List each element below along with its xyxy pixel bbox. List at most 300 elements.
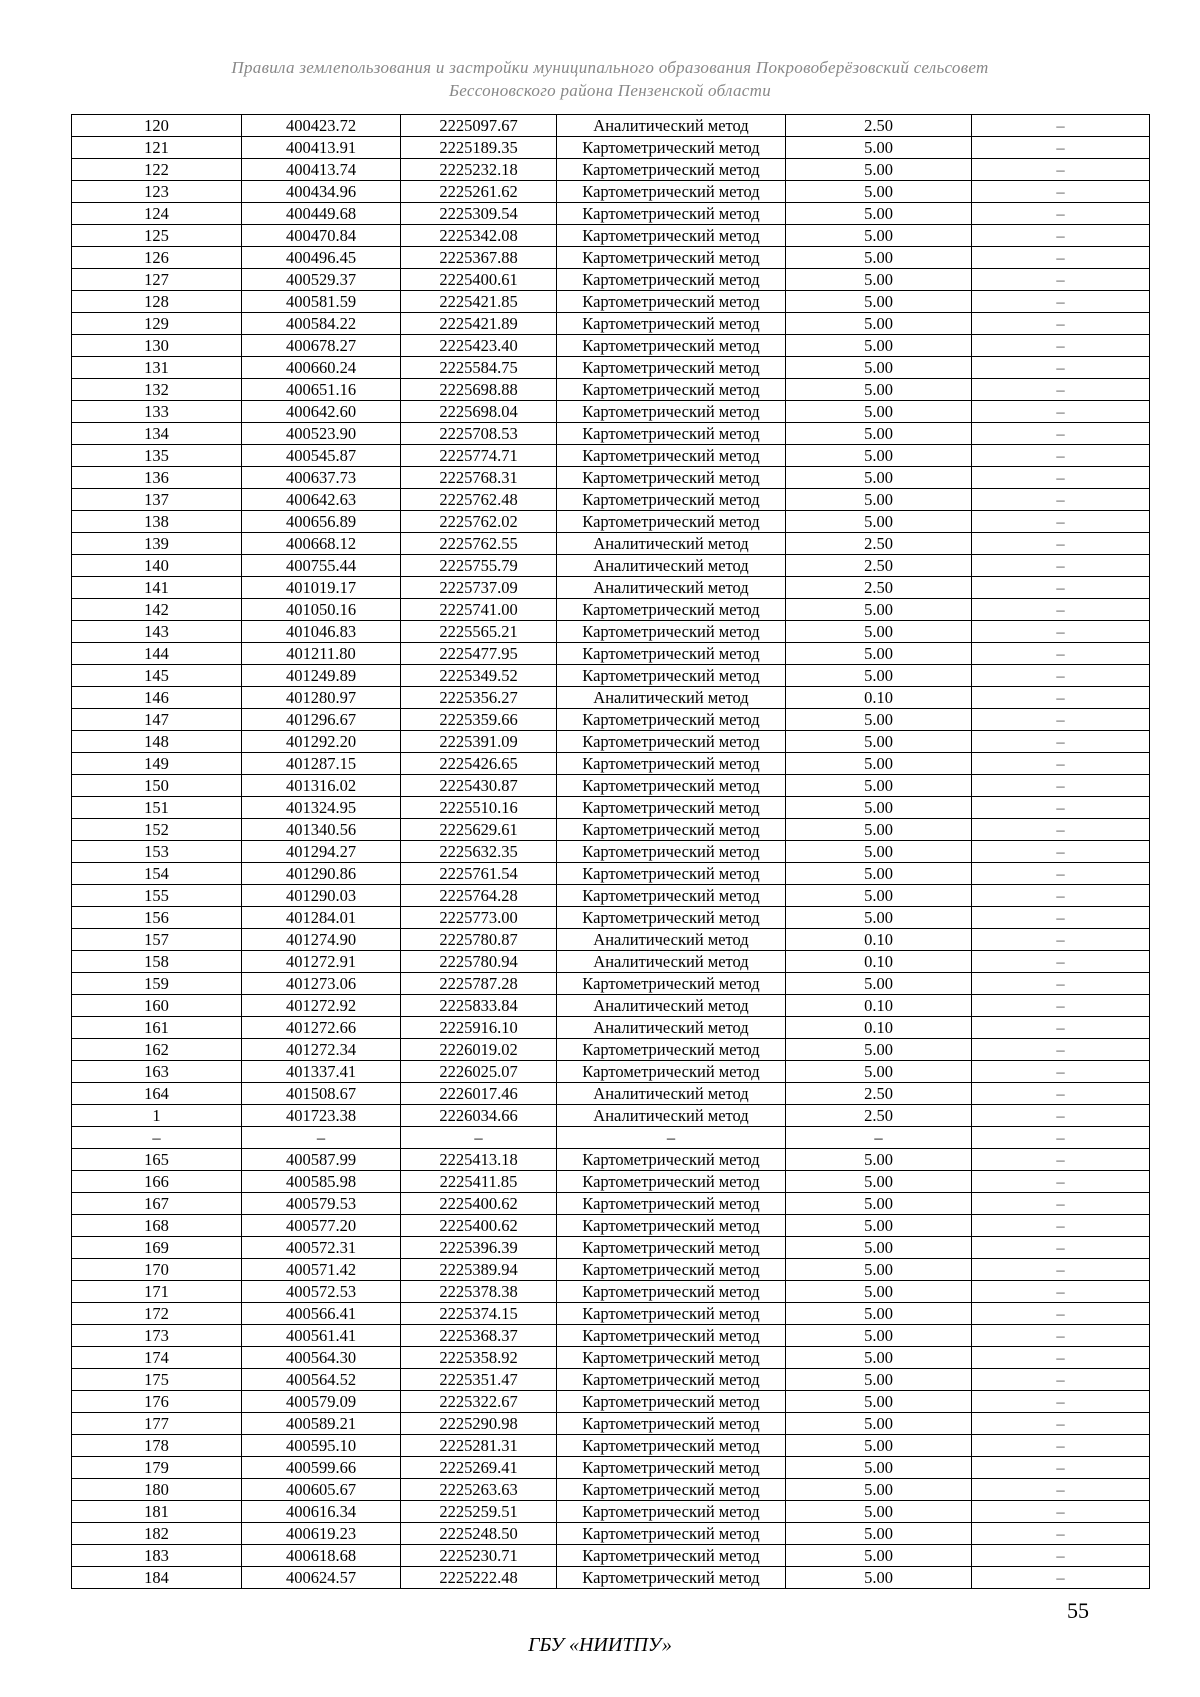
- table-row: [72, 445, 1150, 467]
- method-cell: Картометрический метод: [557, 445, 786, 467]
- accuracy-cell: 0.10: [786, 1017, 972, 1039]
- point-number-cell: 128: [72, 291, 242, 313]
- y-coordinate-cell: 2225222.48: [401, 1567, 557, 1589]
- y-coordinate-cell: 2225367.88: [401, 247, 557, 269]
- accuracy-cell: 5.00: [786, 775, 972, 797]
- accuracy-cell: 5.00: [786, 973, 972, 995]
- table-row: [72, 1061, 1150, 1083]
- point-number-cell: 133: [72, 401, 242, 423]
- method-cell: Картометрический метод: [557, 1039, 786, 1061]
- table-row: [72, 489, 1150, 511]
- note-cell: –: [972, 1017, 1150, 1039]
- table-row: [72, 1259, 1150, 1281]
- accuracy-cell: 5.00: [786, 1413, 972, 1435]
- point-number-cell: 150: [72, 775, 242, 797]
- method-cell: Картометрический метод: [557, 379, 786, 401]
- y-coordinate-cell: 2225477.95: [401, 643, 557, 665]
- y-coordinate-cell: 2225430.87: [401, 775, 557, 797]
- accuracy-cell: 2.50: [786, 577, 972, 599]
- point-number-cell: 178: [72, 1435, 242, 1457]
- method-cell: Картометрический метод: [557, 489, 786, 511]
- accuracy-cell: 5.00: [786, 1479, 972, 1501]
- table-row: [72, 665, 1150, 687]
- header-line-2: Бессоновского района Пензенской области: [448, 81, 772, 100]
- table-row: [72, 1479, 1150, 1501]
- y-coordinate-cell: 2225413.18: [401, 1149, 557, 1171]
- x-coordinate-cell: 400566.41: [242, 1303, 401, 1325]
- x-coordinate-cell: 400571.42: [242, 1259, 401, 1281]
- method-cell: Аналитический метод: [557, 1105, 786, 1127]
- table-row: [72, 1039, 1150, 1061]
- table-row: [72, 1545, 1150, 1567]
- table-row: [72, 599, 1150, 621]
- accuracy-cell: 5.00: [786, 1171, 972, 1193]
- accuracy-cell: 5.00: [786, 1237, 972, 1259]
- x-coordinate-cell: 401272.91: [242, 951, 401, 973]
- accuracy-cell: 5.00: [786, 643, 972, 665]
- x-coordinate-cell: –: [242, 1127, 401, 1149]
- point-number-cell: 160: [72, 995, 242, 1017]
- note-cell: –: [972, 863, 1150, 885]
- table-row: [72, 225, 1150, 247]
- table-row: [72, 753, 1150, 775]
- table-row: [72, 687, 1150, 709]
- x-coordinate-cell: 400572.53: [242, 1281, 401, 1303]
- point-number-cell: 147: [72, 709, 242, 731]
- point-number-cell: 135: [72, 445, 242, 467]
- method-cell: Аналитический метод: [557, 555, 786, 577]
- method-cell: Картометрический метод: [557, 819, 786, 841]
- y-coordinate-cell: 2225391.09: [401, 731, 557, 753]
- method-cell: Картометрический метод: [557, 1303, 786, 1325]
- note-cell: –: [972, 1039, 1150, 1061]
- note-cell: –: [972, 599, 1150, 621]
- x-coordinate-cell: 400678.27: [242, 335, 401, 357]
- x-coordinate-cell: 400434.96: [242, 181, 401, 203]
- y-coordinate-cell: 2225351.47: [401, 1369, 557, 1391]
- method-cell: Картометрический метод: [557, 291, 786, 313]
- method-cell: Аналитический метод: [557, 995, 786, 1017]
- point-number-cell: 179: [72, 1457, 242, 1479]
- x-coordinate-cell: 400589.21: [242, 1413, 401, 1435]
- point-number-cell: 174: [72, 1347, 242, 1369]
- x-coordinate-cell: 400618.68: [242, 1545, 401, 1567]
- y-coordinate-cell: 2225510.16: [401, 797, 557, 819]
- x-coordinate-cell: 400755.44: [242, 555, 401, 577]
- table-row: [72, 863, 1150, 885]
- x-coordinate-cell: 401316.02: [242, 775, 401, 797]
- table-row: [72, 1347, 1150, 1369]
- point-number-cell: 145: [72, 665, 242, 687]
- table-row: [72, 1281, 1150, 1303]
- accuracy-cell: 0.10: [786, 951, 972, 973]
- y-coordinate-cell: 2225281.31: [401, 1435, 557, 1457]
- note-cell: –: [972, 555, 1150, 577]
- point-number-cell: 129: [72, 313, 242, 335]
- note-cell: –: [972, 489, 1150, 511]
- method-cell: Картометрический метод: [557, 1347, 786, 1369]
- method-cell: Картометрический метод: [557, 1281, 786, 1303]
- accuracy-cell: 5.00: [786, 885, 972, 907]
- method-cell: Картометрический метод: [557, 665, 786, 687]
- point-number-cell: 142: [72, 599, 242, 621]
- table-row: [72, 1325, 1150, 1347]
- point-number-cell: 122: [72, 159, 242, 181]
- note-cell: –: [972, 731, 1150, 753]
- accuracy-cell: 5.00: [786, 1567, 972, 1589]
- table-row: [72, 137, 1150, 159]
- method-cell: Картометрический метод: [557, 973, 786, 995]
- method-cell: Картометрический метод: [557, 1369, 786, 1391]
- point-number-cell: –: [72, 1127, 242, 1149]
- method-cell: Картометрический метод: [557, 841, 786, 863]
- y-coordinate-cell: 2225322.67: [401, 1391, 557, 1413]
- accuracy-cell: 2.50: [786, 555, 972, 577]
- x-coordinate-cell: 401723.38: [242, 1105, 401, 1127]
- table-row: [72, 467, 1150, 489]
- method-cell: –: [557, 1127, 786, 1149]
- point-number-cell: 170: [72, 1259, 242, 1281]
- table-row: [72, 1193, 1150, 1215]
- table-row: [72, 511, 1150, 533]
- note-cell: –: [972, 379, 1150, 401]
- point-number-cell: 1: [72, 1105, 242, 1127]
- method-cell: Картометрический метод: [557, 137, 786, 159]
- point-number-cell: 134: [72, 423, 242, 445]
- point-number-cell: 161: [72, 1017, 242, 1039]
- y-coordinate-cell: 2225400.62: [401, 1193, 557, 1215]
- table-row: [72, 357, 1150, 379]
- table-row: [72, 115, 1150, 137]
- y-coordinate-cell: 2225773.00: [401, 907, 557, 929]
- point-number-cell: 155: [72, 885, 242, 907]
- accuracy-cell: 5.00: [786, 731, 972, 753]
- note-cell: –: [972, 1501, 1150, 1523]
- note-cell: –: [972, 335, 1150, 357]
- x-coordinate-cell: 400624.57: [242, 1567, 401, 1589]
- table-row: [72, 1083, 1150, 1105]
- y-coordinate-cell: 2225230.71: [401, 1545, 557, 1567]
- method-cell: Картометрический метод: [557, 1171, 786, 1193]
- accuracy-cell: 0.10: [786, 929, 972, 951]
- header-line-1: Правила землепользования и застройки муниципального образования Покровоберёзовский сельсовет: [231, 58, 989, 77]
- method-cell: Картометрический метод: [557, 643, 786, 665]
- note-cell: –: [972, 753, 1150, 775]
- table-row: [72, 885, 1150, 907]
- point-number-cell: 120: [72, 115, 242, 137]
- running-header: [70, 56, 1150, 102]
- accuracy-cell: 5.00: [786, 335, 972, 357]
- x-coordinate-cell: 400413.74: [242, 159, 401, 181]
- table-row: [72, 1369, 1150, 1391]
- method-cell: Картометрический метод: [557, 1193, 786, 1215]
- accuracy-cell: 5.00: [786, 1193, 972, 1215]
- y-coordinate-cell: 2226019.02: [401, 1039, 557, 1061]
- point-number-cell: 166: [72, 1171, 242, 1193]
- method-cell: Картометрический метод: [557, 753, 786, 775]
- method-cell: Картометрический метод: [557, 247, 786, 269]
- point-number-cell: 148: [72, 731, 242, 753]
- point-number-cell: 162: [72, 1039, 242, 1061]
- point-number-cell: 121: [72, 137, 242, 159]
- table-row: [72, 379, 1150, 401]
- method-cell: Картометрический метод: [557, 599, 786, 621]
- method-cell: Картометрический метод: [557, 709, 786, 731]
- y-coordinate-cell: 2225833.84: [401, 995, 557, 1017]
- y-coordinate-cell: 2225261.62: [401, 181, 557, 203]
- y-coordinate-cell: 2225426.65: [401, 753, 557, 775]
- y-coordinate-cell: 2225780.87: [401, 929, 557, 951]
- x-coordinate-cell: 400668.12: [242, 533, 401, 555]
- note-cell: –: [972, 1127, 1150, 1149]
- method-cell: Картометрический метод: [557, 1325, 786, 1347]
- table-row: [72, 1017, 1150, 1039]
- note-cell: –: [972, 665, 1150, 687]
- point-number-cell: 132: [72, 379, 242, 401]
- note-cell: –: [972, 181, 1150, 203]
- x-coordinate-cell: 401296.67: [242, 709, 401, 731]
- accuracy-cell: 5.00: [786, 753, 972, 775]
- note-cell: –: [972, 797, 1150, 819]
- y-coordinate-cell: 2225349.52: [401, 665, 557, 687]
- x-coordinate-cell: 401272.92: [242, 995, 401, 1017]
- method-cell: Аналитический метод: [557, 533, 786, 555]
- note-cell: –: [972, 225, 1150, 247]
- x-coordinate-cell: 400470.84: [242, 225, 401, 247]
- note-cell: –: [972, 709, 1150, 731]
- accuracy-cell: 5.00: [786, 269, 972, 291]
- note-cell: –: [972, 533, 1150, 555]
- x-coordinate-cell: 400651.16: [242, 379, 401, 401]
- method-cell: Картометрический метод: [557, 1149, 786, 1171]
- accuracy-cell: 5.00: [786, 797, 972, 819]
- accuracy-cell: 5.00: [786, 665, 972, 687]
- table-row: [72, 1567, 1150, 1589]
- x-coordinate-cell: 401324.95: [242, 797, 401, 819]
- y-coordinate-cell: 2225755.79: [401, 555, 557, 577]
- accuracy-cell: 5.00: [786, 1347, 972, 1369]
- accuracy-cell: 5.00: [786, 1149, 972, 1171]
- x-coordinate-cell: 401284.01: [242, 907, 401, 929]
- x-coordinate-cell: 401272.34: [242, 1039, 401, 1061]
- x-coordinate-cell: 401249.89: [242, 665, 401, 687]
- method-cell: Картометрический метод: [557, 1237, 786, 1259]
- y-coordinate-cell: 2225421.89: [401, 313, 557, 335]
- note-cell: –: [972, 1325, 1150, 1347]
- note-cell: –: [972, 885, 1150, 907]
- x-coordinate-cell: 400619.23: [242, 1523, 401, 1545]
- accuracy-cell: 5.00: [786, 841, 972, 863]
- x-coordinate-cell: 401292.20: [242, 731, 401, 753]
- y-coordinate-cell: 2225780.94: [401, 951, 557, 973]
- point-number-cell: 139: [72, 533, 242, 555]
- x-coordinate-cell: 401274.90: [242, 929, 401, 951]
- point-number-cell: 127: [72, 269, 242, 291]
- method-cell: Картометрический метод: [557, 357, 786, 379]
- point-number-cell: 146: [72, 687, 242, 709]
- note-cell: –: [972, 1523, 1150, 1545]
- table-row: [72, 1303, 1150, 1325]
- point-number-cell: 125: [72, 225, 242, 247]
- table-row: [72, 1149, 1150, 1171]
- y-coordinate-cell: 2225629.61: [401, 819, 557, 841]
- point-number-cell: 163: [72, 1061, 242, 1083]
- accuracy-cell: 5.00: [786, 489, 972, 511]
- point-number-cell: 152: [72, 819, 242, 841]
- point-number-cell: 175: [72, 1369, 242, 1391]
- x-coordinate-cell: 401287.15: [242, 753, 401, 775]
- note-cell: –: [972, 1105, 1150, 1127]
- accuracy-cell: 5.00: [786, 1501, 972, 1523]
- method-cell: Картометрический метод: [557, 1061, 786, 1083]
- y-coordinate-cell: 2225762.02: [401, 511, 557, 533]
- note-cell: –: [972, 1369, 1150, 1391]
- note-cell: –: [972, 1391, 1150, 1413]
- point-number-cell: 176: [72, 1391, 242, 1413]
- y-coordinate-cell: 2225269.41: [401, 1457, 557, 1479]
- coordinates-table-wrapper: [71, 114, 1149, 1589]
- table-row: [72, 313, 1150, 335]
- note-cell: –: [972, 929, 1150, 951]
- y-coordinate-cell: 2225400.61: [401, 269, 557, 291]
- point-number-cell: 153: [72, 841, 242, 863]
- y-coordinate-cell: 2225309.54: [401, 203, 557, 225]
- table-row: [72, 951, 1150, 973]
- x-coordinate-cell: 400642.63: [242, 489, 401, 511]
- table-row: [72, 907, 1150, 929]
- method-cell: Картометрический метод: [557, 203, 786, 225]
- note-cell: –: [972, 1413, 1150, 1435]
- accuracy-cell: 5.00: [786, 467, 972, 489]
- note-cell: –: [972, 1435, 1150, 1457]
- accuracy-cell: 5.00: [786, 1259, 972, 1281]
- y-coordinate-cell: 2225741.00: [401, 599, 557, 621]
- table-row: [72, 203, 1150, 225]
- accuracy-cell: 5.00: [786, 1435, 972, 1457]
- x-coordinate-cell: 401337.41: [242, 1061, 401, 1083]
- y-coordinate-cell: 2225374.15: [401, 1303, 557, 1325]
- x-coordinate-cell: 400564.30: [242, 1347, 401, 1369]
- method-cell: Картометрический метод: [557, 269, 786, 291]
- note-cell: –: [972, 1193, 1150, 1215]
- table-row: [72, 577, 1150, 599]
- y-coordinate-cell: 2226025.07: [401, 1061, 557, 1083]
- table-row: [72, 181, 1150, 203]
- method-cell: Картометрический метод: [557, 775, 786, 797]
- point-number-cell: 182: [72, 1523, 242, 1545]
- note-cell: –: [972, 115, 1150, 137]
- accuracy-cell: 5.00: [786, 1369, 972, 1391]
- table-row: [72, 1501, 1150, 1523]
- note-cell: –: [972, 995, 1150, 1017]
- accuracy-cell: 5.00: [786, 247, 972, 269]
- x-coordinate-cell: 400561.41: [242, 1325, 401, 1347]
- table-row: [72, 1435, 1150, 1457]
- accuracy-cell: 0.10: [786, 995, 972, 1017]
- accuracy-cell: 0.10: [786, 687, 972, 709]
- table-row: [72, 1413, 1150, 1435]
- point-number-cell: 171: [72, 1281, 242, 1303]
- method-cell: Картометрический метод: [557, 467, 786, 489]
- method-cell: Картометрический метод: [557, 1259, 786, 1281]
- accuracy-cell: 5.00: [786, 907, 972, 929]
- y-coordinate-cell: 2225761.54: [401, 863, 557, 885]
- note-cell: –: [972, 445, 1150, 467]
- note-cell: –: [972, 951, 1150, 973]
- method-cell: Картометрический метод: [557, 181, 786, 203]
- note-cell: –: [972, 1215, 1150, 1237]
- note-cell: –: [972, 467, 1150, 489]
- table-row: [72, 401, 1150, 423]
- table-row: [72, 709, 1150, 731]
- table-row: [72, 797, 1150, 819]
- y-coordinate-cell: 2225632.35: [401, 841, 557, 863]
- x-coordinate-cell: 400616.34: [242, 1501, 401, 1523]
- x-coordinate-cell: 401340.56: [242, 819, 401, 841]
- accuracy-cell: 5.00: [786, 379, 972, 401]
- note-cell: –: [972, 643, 1150, 665]
- method-cell: Аналитический метод: [557, 115, 786, 137]
- note-cell: –: [972, 907, 1150, 929]
- method-cell: Картометрический метод: [557, 731, 786, 753]
- table-row: [72, 1457, 1150, 1479]
- accuracy-cell: 2.50: [786, 115, 972, 137]
- note-cell: –: [972, 973, 1150, 995]
- table-row: [72, 423, 1150, 445]
- table-row: [72, 1215, 1150, 1237]
- y-coordinate-cell: 2225389.94: [401, 1259, 557, 1281]
- method-cell: Картометрический метод: [557, 1215, 786, 1237]
- note-cell: –: [972, 1237, 1150, 1259]
- accuracy-cell: 5.00: [786, 137, 972, 159]
- note-cell: –: [972, 1281, 1150, 1303]
- table-row: [72, 731, 1150, 753]
- point-number-cell: 173: [72, 1325, 242, 1347]
- table-row: [72, 995, 1150, 1017]
- method-cell: Аналитический метод: [557, 687, 786, 709]
- note-cell: –: [972, 159, 1150, 181]
- point-number-cell: 151: [72, 797, 242, 819]
- point-number-cell: 157: [72, 929, 242, 951]
- accuracy-cell: 5.00: [786, 423, 972, 445]
- note-cell: –: [972, 577, 1150, 599]
- point-number-cell: 141: [72, 577, 242, 599]
- point-number-cell: 164: [72, 1083, 242, 1105]
- point-number-cell: 140: [72, 555, 242, 577]
- note-cell: –: [972, 1545, 1150, 1567]
- note-cell: –: [972, 313, 1150, 335]
- y-coordinate-cell: 2225358.92: [401, 1347, 557, 1369]
- y-coordinate-cell: 2225290.98: [401, 1413, 557, 1435]
- y-coordinate-cell: 2225259.51: [401, 1501, 557, 1523]
- method-cell: Картометрический метод: [557, 621, 786, 643]
- point-number-cell: 123: [72, 181, 242, 203]
- y-coordinate-cell: 2225762.48: [401, 489, 557, 511]
- y-coordinate-cell: 2225263.63: [401, 1479, 557, 1501]
- table-row: [72, 1391, 1150, 1413]
- x-coordinate-cell: 401294.27: [242, 841, 401, 863]
- point-number-cell: 177: [72, 1413, 242, 1435]
- x-coordinate-cell: 400449.68: [242, 203, 401, 225]
- x-coordinate-cell: 401508.67: [242, 1083, 401, 1105]
- y-coordinate-cell: 2225698.88: [401, 379, 557, 401]
- note-cell: –: [972, 203, 1150, 225]
- method-cell: Картометрический метод: [557, 907, 786, 929]
- note-cell: –: [972, 247, 1150, 269]
- accuracy-cell: 5.00: [786, 1281, 972, 1303]
- x-coordinate-cell: 401290.86: [242, 863, 401, 885]
- table-row: [72, 929, 1150, 951]
